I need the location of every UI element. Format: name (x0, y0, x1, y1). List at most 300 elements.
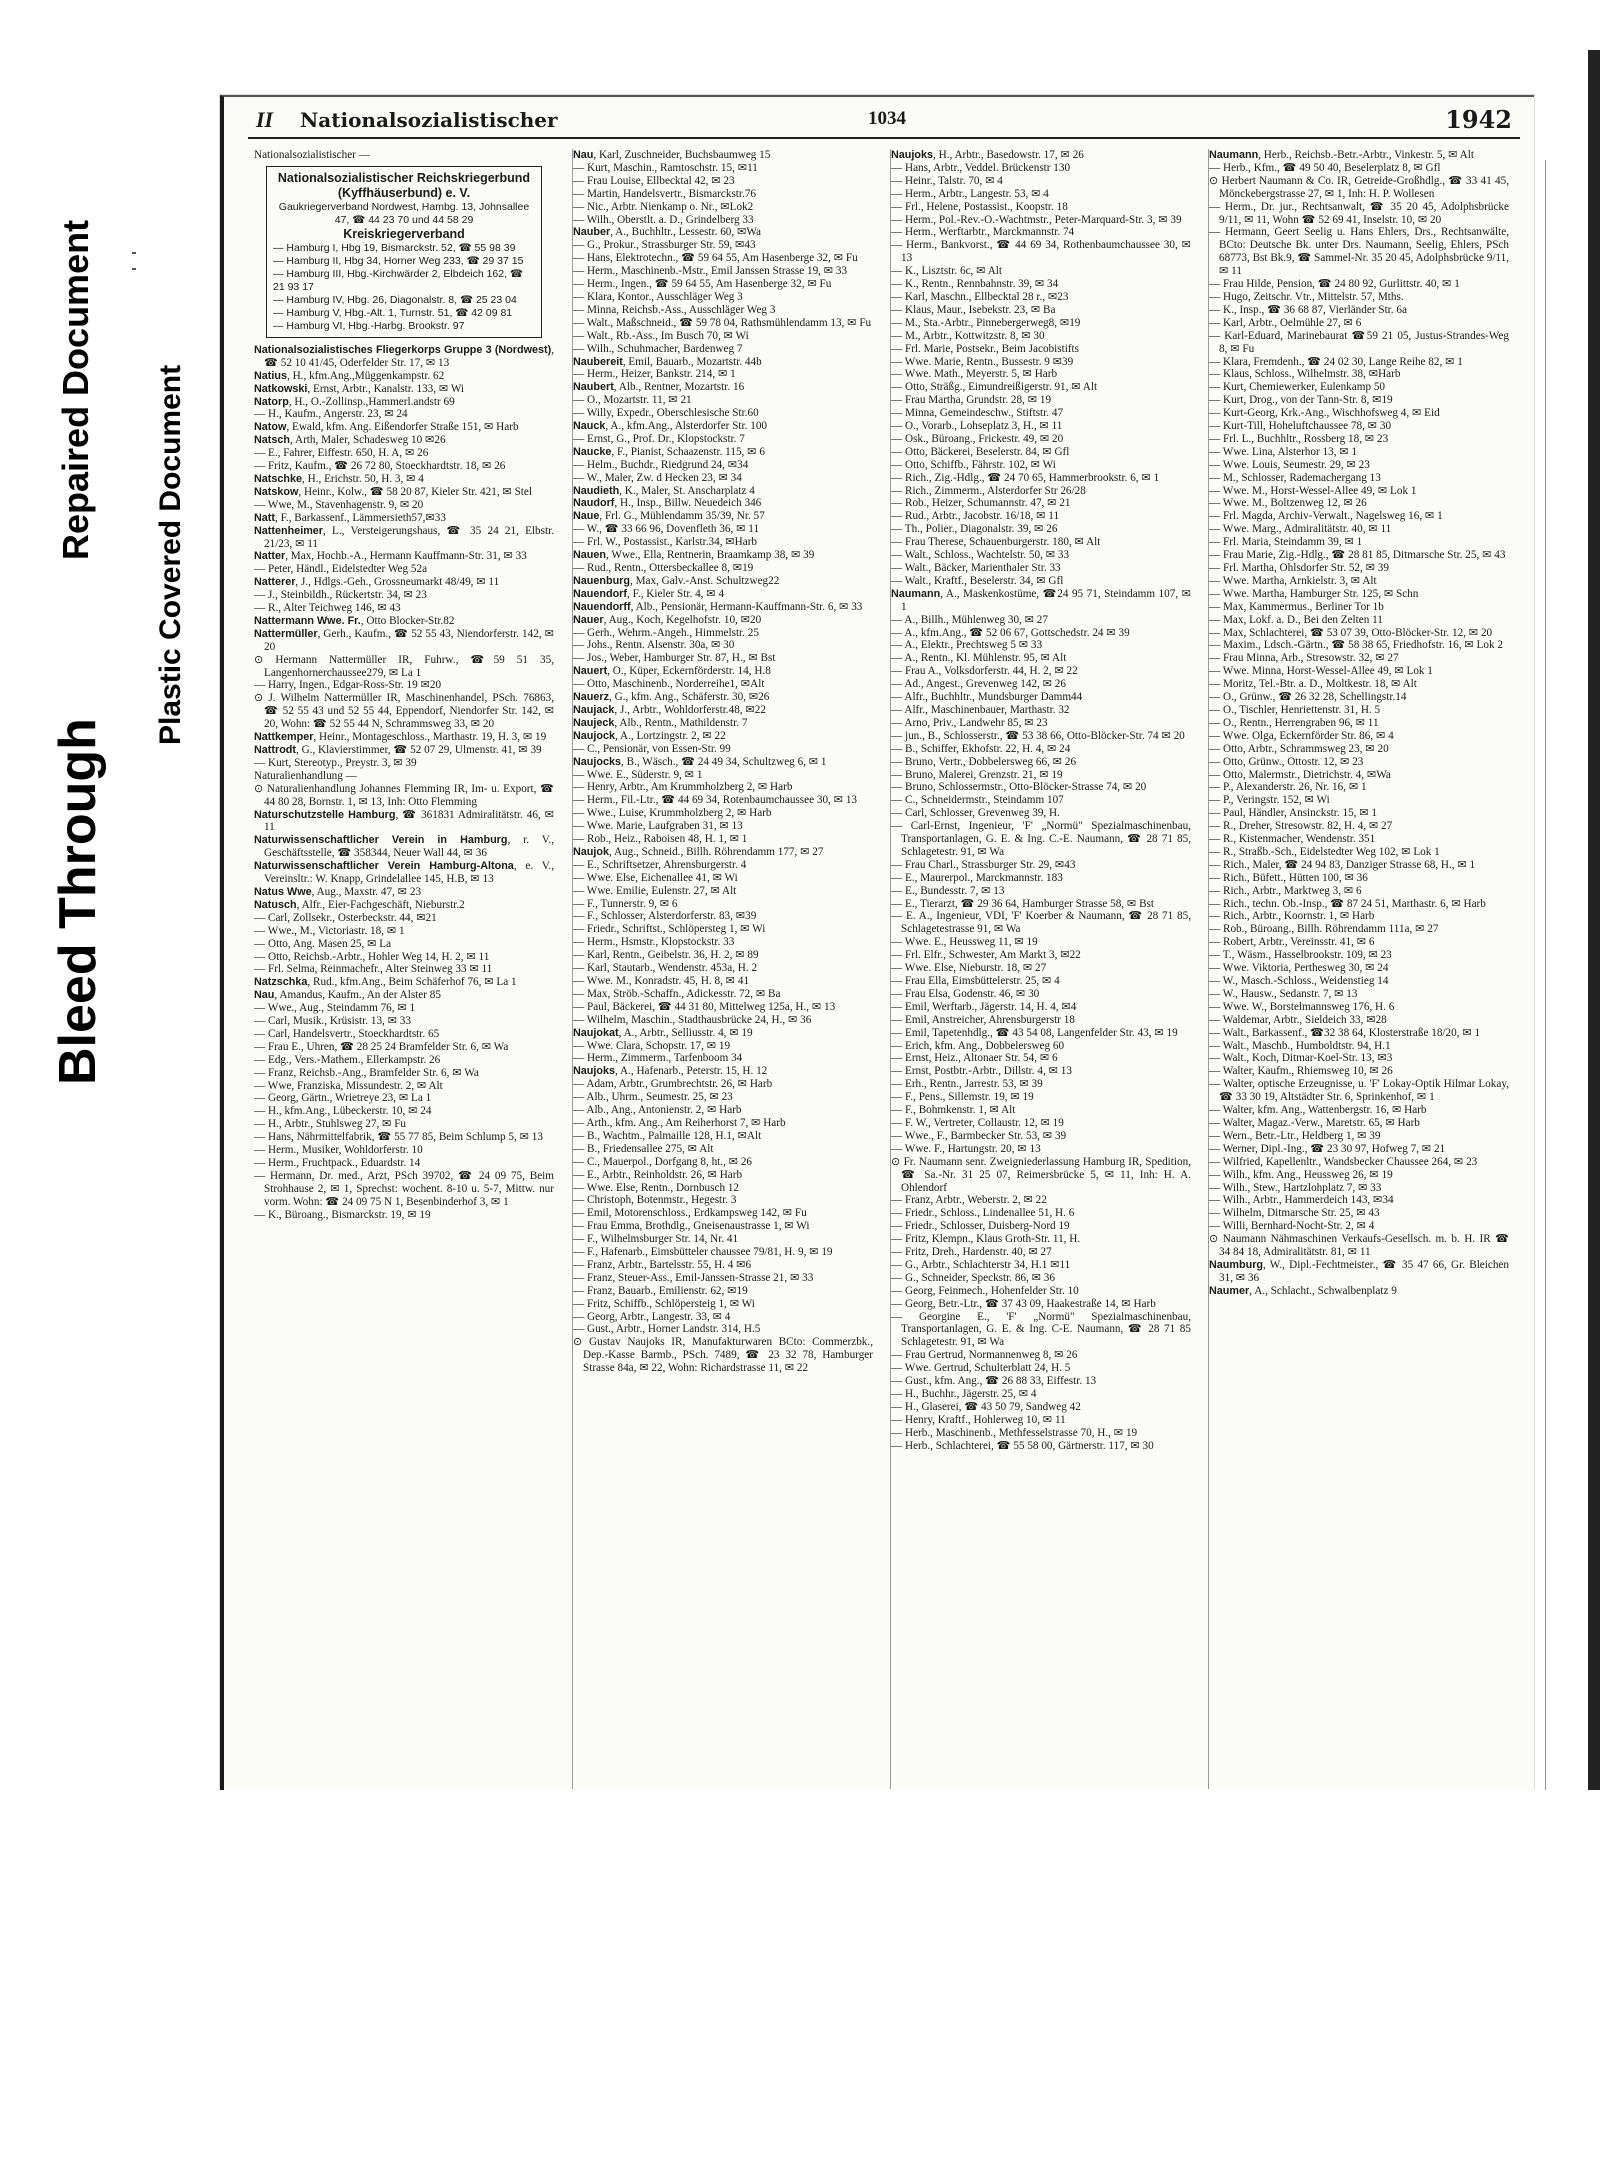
directory-entry: Naubereit, Emil, Bauarb., Mozartstr. 44b (573, 355, 762, 368)
directory-entry: — E., Arbtr., Reinholdstr. 26, ✉ Harb (573, 1168, 743, 1181)
directory-entry: — Wwe. Lina, Alsterhor 13, ✉ 1 (1209, 445, 1358, 458)
plastic-covered-label: Plastic Covered Document (154, 364, 187, 745)
directory-entry: — Emil, Tapetenhdlg., ☎ 43 54 08, Langenfelder Str. 43, ✉ 19 (891, 1026, 1178, 1039)
directory-entry: — Bruno, Vertr., Dobbelersweg 66, ✉ 26 (891, 755, 1077, 768)
directory-entry: — O., Vorarb., Lohseplatz 3, H., ✉ 11 (891, 420, 1063, 433)
directory-entry: — Wwe. Math., Meyerstr. 5, ✉ Harb (891, 368, 1058, 381)
directory-entry: — Rud., Rentn., Ottersbeckallee 8, ✉19 (573, 562, 754, 574)
directory-entry: Natow, Ewald, kfm. Ang. Eißendorfer Straße 151, ✉ Harb (254, 421, 519, 434)
directory-entry: — Wilh., Schuhmacher, Bardenweg 7 (573, 342, 743, 355)
directory-entry: — Waldemar, Arbtr., Sieldeich 33, ✉28 (1209, 1013, 1387, 1026)
directory-entry: — Wwe. Gertrud, Schulterblatt 24, H. 5 (891, 1362, 1071, 1375)
box-subtitle: Gaukriegerverband Nordwest, Hambg. 13, Johnsallee 47, ☎ 44 23 70 und 44 58 29 (278, 200, 530, 226)
directory-entry: — Wwe., Luise, Krummholzberg 2, ✉ Harb (573, 807, 772, 820)
directory-entry: Natusch, Alfr., Eier-Fachgeschäft, Nieburstr.2 (254, 898, 465, 911)
page-header (248, 105, 1520, 139)
directory-entry: — Frau Louise, Ellbecktal 42, ✉ 23 (573, 174, 735, 187)
directory-entry: — Wwe. M., Boltzenweg 12, ✉ 26 (1209, 497, 1367, 510)
directory-entry: Naujoks, H., Arbtr., Basedowstr. 17, ✉ 26 (891, 149, 1084, 161)
directory-entry: — H., kfm.Ang., Lübeckerstr. 10, ✉ 24 (254, 1105, 432, 1118)
entry-list (1209, 149, 1509, 1298)
directory-entry: — M., Schlosser, Rademachergang 13 (1209, 471, 1381, 484)
directory-entry: — O., Grünw., ☎ 26 32 28, Schellingstr.14 (1209, 691, 1407, 704)
directory-entry: — Paul, Händler, Ansinckstr. 15, ✉ 1 (1209, 807, 1378, 820)
directory-entry: — Hans, Arbtr., Veddel. Brückenstr 130 (891, 161, 1071, 174)
directory-entry: — Wwe. Martha, Hamburger Str. 125, ✉ Schn (1209, 587, 1419, 600)
directory-entry: — Wwe. E., Heussweg 11, ✉ 19 (891, 936, 1038, 949)
directory-entry: — Werner, Dipl.-Ing., ☎ 23 30 97, Hofweg 7, ✉ 21 (1209, 1142, 1446, 1155)
directory-entry: — O., Tischler, Henriettenstr. 31, H. 5 (1209, 703, 1381, 716)
directory-entry: — Otto, Bäckerei, Beselerstr. 84, ✉ Gfl (891, 445, 1070, 458)
directory-entry: — Hermann, Geert Seelig u. Hans Ehlers, Drs., Rechtsanwälte, BCto: Deutsche Bk. unter Drs. Naumann, Seelig, Ehlers, PSch 68773, Bst Bk.9, ☎ Sammel-Nr. 35 20 45, Adolphsbrücke 9/11, ✉ 11 (1209, 226, 1509, 278)
directory-entry: — Rich., Zimmerm., Alsterdorfer Str 26/28 (891, 484, 1086, 497)
directory-entry: Naujok, Aug., Schneid., Billh. Röhrendamm 177, ✉ 27 (573, 845, 824, 858)
directory-entry: — Wwe. Emilie, Eulenstr. 27, ✉ Alt (573, 884, 737, 897)
directory-entry: — Wwe. Martha, Arnkielstr. 3, ✉ Alt (1209, 574, 1377, 587)
directory-entry: — Willy, Expedr., Oberschlesische Str.60 (573, 407, 759, 420)
box-line: — Hamburg IV, Hbg. 26, Diagonalstr. 8, ☎ 25 23 04 (273, 293, 517, 306)
directory-entry: Naujack, J., Arbtr., Wohldorferstr.48, ✉22 (573, 703, 766, 716)
directory-entry: Naue, Frl. G., Mühlendamm 35/39, Nr. 57 (573, 510, 765, 523)
directory-entry: — Max, Kammermus., Berliner Tor 1b (1209, 600, 1384, 613)
directory-entry: — Rich., Büfett., Hütten 100, ✉ 36 (1209, 871, 1368, 884)
directory-entry: — Wwe., F., Barmbecker Str. 53, ✉ 39 (891, 1129, 1067, 1142)
directory-entry: — K., Rentn., Rennbahnstr. 39, ✉ 34 (891, 278, 1059, 291)
directory-entry: — Friedr., Schriftst., Schlöpersteg 1, ✉ Wi (573, 923, 766, 936)
directory-entry: — Frl. W., Postassist., Karlstr.34, ✉Harb (573, 536, 758, 549)
directory-entry: — Otto, Schiffb., Fährstr. 102, ✉ Wi (891, 458, 1056, 471)
directory-entry: — Karl, Maschn., Ellbecktal 28 r., ✉23 (891, 290, 1069, 303)
directory-entry: — G., Arbtr., Schlachterstr 34, H.1 ✉11 (891, 1258, 1071, 1271)
directory-entry: — Georg, Gärtn., Wrietreye 23, ✉ La 1 (254, 1092, 432, 1105)
box-line: — Hamburg III, Hbg.-Kirchwärder 2, Elbdeich 162, ☎ 21 93 17 (273, 267, 524, 293)
directory-entry: — H., Glaserei, ☎ 43 50 79, Sandweg 42 (891, 1400, 1081, 1413)
directory-entry: Natus Wwe, Aug., Maxstr. 47, ✉ 23 (254, 885, 422, 898)
directory-entry: — Adam, Arbtr., Grumbrechtstr. 26, ✉ Harb (573, 1078, 773, 1091)
directory-entry: Nauendorf, F., Kieler Str. 4, ✉ 4 (573, 587, 725, 600)
directory-entry: — R., Straßb.-Sch., Eidelstedter Weg 102, ✉ Lok 1 (1209, 845, 1440, 858)
directory-entry: — Otto, Grünw., Ottostr. 12, ✉ 23 (1209, 755, 1364, 768)
directory-entry: Natorp, H., O.-Zollinsp.,Hammerl.andstr 69 (254, 395, 455, 408)
directory-entry: Naturschutzstelle Hamburg, ☎ 361831 Admiralitätstr. 46, ✉ 11 (254, 808, 554, 834)
directory-entry: — Herm., Ingen., ☎ 59 64 55, Am Hasenberge 32, ✉ Fu (573, 278, 832, 291)
directory-entry: Nattermüller, Gerh., Kaufm., ☎ 52 55 43, Niendorferstr. 142, ✉ 20 (254, 627, 554, 653)
directory-entry: — Moritz, Tel.-Btr. a. D., Moltkestr. 18, ✉ Alt (1209, 678, 1417, 691)
directory-entry: — Gust., Arbtr., Horner Landstr. 314, H.5 (573, 1323, 761, 1336)
directory-entry: — Kurt-Till, Hoheluftchaussee 78, ✉ 30 (1209, 420, 1392, 433)
directory-entry: — Frl., Helene, Postassist., Koopstr. 18 (891, 200, 1068, 213)
directory-entry: — Carl-Ernst, Ingenieur, 'F' „Normü" Spezialmaschinenbau, Transportanlagen, G. E. & Ing. C.-E. Naumann, ☎ 28 71 85, Schlagetestr. 91, ✉ Wa (891, 820, 1191, 858)
directory-entry: — Ernst, Postbtr.-Arbtr., Dillstr. 4, ✉ 13 (891, 1065, 1072, 1078)
directory-entry: — H., Buchhr., Jägerstr. 25, ✉ 4 (891, 1388, 1037, 1400)
directory-entry: — A., Rentn., Kl. Mühlenstr. 95, ✉ Alt (891, 652, 1067, 665)
directory-entry: — G., Schneider, Speckstr. 86, ✉ 36 (891, 1271, 1055, 1284)
directory-entry: — G., Prokur., Strassburger Str. 59, ✉43 (573, 239, 756, 252)
directory-entry: — J., Steinbildh., Rückertstr. 34, ✉ 23 (254, 589, 427, 602)
directory-entry: — Kurt, Maschin., Ramtoschstr. 15, ✉11 (573, 161, 758, 174)
directory-entry: — Frau Gertrud, Normannenweg 8, ✉ 26 (891, 1349, 1078, 1362)
directory-entry: — Wilhelm, Ditmarsche Str. 25, ✉ 43 (1209, 1207, 1380, 1220)
directory-entry: Naujock, A., Lortzingstr. 2, ✉ 22 (573, 729, 726, 742)
directory-entry: — Hans, Nährmittelfabrik, ☎ 55 77 85, Beim Schlump 5, ✉ 13 (254, 1131, 543, 1144)
directory-entry: Natius, H., kfm.Ang.,Müggenkampstr. 62 (254, 369, 445, 382)
directory-entry: Nattkemper, Heinr., Montageschloss., Marthastr. 19, H. 3, ✉ 19 (254, 731, 547, 744)
directory-entry: — M., Arbtr., Kottwitzstr. 8, ✉ 30 (891, 329, 1045, 342)
directory-entry: — Frl. Elfr., Schwester, Am Markt 3, ✉22 (891, 949, 1081, 962)
directory-entry: Natter, Max, Hochb.-A., Hermann Kauffmann-Str. 31, ✉ 33 (254, 550, 527, 563)
directory-entry: — Bruno, Malerei, Grenzstr. 21, ✉ 19 (891, 768, 1063, 781)
directory-entry: — jun., B., Schlosserstr., ☎ 53 38 66, Otto-Blöcker-Str. 74 ✉ 20 (891, 729, 1185, 742)
directory-entry: Nattrodt, G., Klavierstimmer, ☎ 52 07 29, Ulmenstr. 41, ✉ 39 (254, 744, 542, 756)
directory-entry: — O., Rentn., Herrengraben 96, ✉ 11 (1209, 716, 1379, 729)
directory-entry: — Herb., Kfm., ☎ 49 50 40, Beselerplatz 8, ✉ Gfl (1209, 161, 1441, 174)
directory-entry: — Wilfried, Kapellenltr., Wandsbecker Chaussee 264, ✉ 23 (1209, 1155, 1478, 1168)
directory-entry: — Herm., Werftarbtr., Marckmannstr. 74 (891, 226, 1075, 239)
directory-entry: Natsch, Arth, Maler, Schadesweg 10 ✉26 (254, 434, 446, 447)
directory-entry: — Alfr., Maschinenbauer, Marthastr. 32 (891, 703, 1070, 716)
directory-entry: — Franz, Arbtr., Weberstr. 2, ✉ 22 (891, 1194, 1047, 1207)
directory-entry: — Paul, Bäckerei, ☎ 44 31 80, Mittelweg 125a, H., ✉ 13 (573, 1000, 836, 1013)
directory-entry: — Martin, Handelsvertr., Bismarckstr.76 (573, 187, 757, 200)
directory-entry: — Max, Schlachterei, ☎ 53 07 39, Otto-Blöcker-Str. 12, ✉ 20 (1209, 626, 1493, 639)
directory-entry: Nau, Karl, Zuschneider, Buchsbaumweg 15 (573, 149, 771, 161)
directory-entry: — Wilh., Arbtr., Hammerdeich 143, ✉34 (1209, 1194, 1394, 1207)
directory-entry: — Frau Ella, Eimsbüttelerstr. 25, ✉ 4 (891, 975, 1060, 987)
directory-entry: — Walter, kfm. Ang., Wattenbergstr. 16, ✉ Harb (1209, 1104, 1427, 1117)
directory-entry: — Friedr., Schlosser, Duisberg-Nord 19 (891, 1220, 1070, 1233)
directory-entry: — Harry, Ingen., Edgar-Ross-Str. 19 ✉20 (254, 679, 442, 692)
directory-entry: — B., Friedensallee 275, ✉ Alt (573, 1142, 714, 1155)
directory-entry: — Frl. Martha, Ohlsdorfer Str. 52, ✉ 39 (1209, 562, 1389, 574)
directory-entry: — Wwe. Else, Eichenallee 41, ✉ Wi (573, 871, 738, 884)
repaired-document-label: Repaired Document (55, 219, 96, 560)
directory-entry: — R., Dreher, Stresowstr. 82, H. 4, ✉ 27 (1209, 820, 1393, 833)
directory-entry: Nauer, Aug., Koch, Kegelhofstr. 10, ✉20 (573, 613, 762, 626)
directory-entry: — O., Mozartstr. 11, ✉ 21 (573, 394, 692, 407)
directory-entry: — Frl. Magda, Archiv-Verwalt., Nagelsweg 16, ✉ 1 (1209, 510, 1443, 523)
directory-entry: — Franz, Reichsb.-Ang., Bramfelder Str. 6, ✉ Wa (254, 1066, 479, 1079)
directory-entry: — A., Elektr., Prechtsweg 5 ✉ 33 (891, 639, 1043, 652)
directory-entry: — Herm., Fil.-Ltr., ☎ 44 69 34, Rotenbaumchaussee 30, ✉ 13 (573, 794, 858, 807)
directory-entry: Naujeck, Alb., Rentn., Mathildenstr. 7 (573, 716, 748, 729)
directory-entry: — Walter, optische Erzeugnisse, u. 'F' Lokay-Optik Hilmar Lokay, ☎ 33 30 19, Altstädter Str. 6, Sprinkenhof, ✉ 1 (1209, 1078, 1509, 1104)
margin-mark (132, 252, 136, 254)
directory-entry: — Maxim., Ldsch.-Gärtn., ☎ 58 38 65, Friedhofstr. 16, ✉ Lok 2 (1209, 639, 1503, 652)
directory-entry: — Wwe. Minna, Horst-Wessel-Allee 49, ✉ Lok 1 (1209, 665, 1433, 678)
reichskriegerbund-box (266, 166, 542, 338)
directory-entry: — Walt., Kraftf., Beselerstr. 34, ✉ Gfl (891, 574, 1064, 587)
adjacent-page-edge (1545, 160, 1586, 1790)
directory-entry: — Georgine E., 'F' „Normü" Spezialmaschinenbau, Transportanlagen, G. E. & Ing. C-E. Naumann, ☎ 28 71 85 Schlagetestr. 91, ✉ Wa (891, 1310, 1191, 1349)
directory-entry: — Walt., Koch, Ditmar-Koel-Str. 13, ✉3 (1209, 1052, 1393, 1065)
directory-entry: — Otto, Arbtr., Schrammsweg 23, ✉ 20 (1209, 742, 1389, 755)
directory-entry: — Walt., Bäcker, Marienthaler Str. 33 (891, 562, 1061, 574)
column-2 (572, 149, 873, 1789)
directory-entry: — Fritz, Kaufm., ☎ 26 72 80, Stoeckhardtstr. 18, ✉ 26 (254, 460, 506, 473)
directory-entry: — Wwe., Aug., Steindamm 76, ✉ 1 (254, 1002, 416, 1015)
directory-entry: — Wwe, Franziska, Missundestr. 2, ✉ Alt (254, 1079, 443, 1092)
directory-entry: — Christoph, Botenmstr., Hegestr. 3 (573, 1194, 737, 1207)
directory-entry: — Klaus, Schloss., Wilhelmstr. 38, ✉Harb (1209, 368, 1401, 381)
directory-entry: — Wilhelm, Maschin., Stadthausbrücke 24, H., ✉ 36 (573, 1013, 812, 1026)
directory-entry: — Otto, Ang. Masen 25, ✉ La (254, 937, 392, 950)
directory-entry: Naumann, Herb., Reichsb.-Betr.-Arbtr., Vinkestr. 5, ✉ Alt (1209, 149, 1474, 161)
directory-entry: — Herm., Musiker, Wohldorferstr. 10 (254, 1144, 423, 1157)
directory-entry: — Alfr., Buchhltr., Mundsburger Damm44 (891, 691, 1083, 704)
directory-entry: — Rich., techn. Ob.-Insp., ☎ 87 24 51, Marthastr. 6, ✉ Harb (1209, 897, 1486, 910)
directory-entry: — R., Alter Teichweg 146, ✉ 43 (254, 602, 401, 615)
directory-entry: Naudorf, H., Insp., Billw. Neuedeich 346 (573, 497, 762, 510)
directory-entry: Nauenburg, Max, Galv.-Anst. Schultzweg22 (573, 574, 780, 587)
directory-entry: — Georg, Betr.-Ltr., ☎ 37 43 09, Haakestraße 14, ✉ Harb (891, 1297, 1156, 1310)
directory-entry: — C., Schneidermstr., Steindamm 107 (891, 794, 1064, 807)
directory-entry: — Otto, Sträßg., Eimundreißigerstr. 91, ✉ Alt (891, 381, 1098, 394)
column-3 (890, 149, 1191, 1789)
directory-entry: — Frau Minna, Arb., Stresowstr. 32, ✉ 27 (1209, 652, 1399, 665)
bleed-through-label: Bleed Through (49, 718, 107, 1085)
directory-entry: — W., Maler, Zw. d Hecken 23, ✉ 34 (573, 471, 742, 484)
directory-entry: Natterer, J., Hdlgs.-Geh., Grossneumarkt 48/49, ✉ 11 (254, 576, 500, 589)
directory-entry: — Herm., Fruchtpack., Eduardstr. 14 (254, 1157, 421, 1169)
directory-entry: Naucke, F., Pianist, Schaazenstr. 115, ✉ 6 (573, 445, 765, 458)
column-1 (254, 149, 554, 1789)
directory-entry: — Walt., Schloss., Wachtelstr. 50, ✉ 33 (891, 549, 1070, 562)
directory-entry: — M., Sta.-Arbtr., Pinnebergerweg8, ✉19 (891, 316, 1081, 329)
directory-entry: — Erich, kfm. Ang., Dobbelersweg 60 (891, 1039, 1065, 1052)
directory-entry: — Wwe. Viktoria, Perthesweg 30, ✉ 24 (1209, 962, 1389, 975)
directory-entry: — Frau A., Volksdorferstr. 44, H. 2, ✉ 22 (891, 665, 1078, 678)
directory-entry: — Wern., Betr.-Ltr., Heldberg 1, ✉ 39 (1209, 1129, 1381, 1142)
directory-entry: — F., Schlosser, Alsterdorferstr. 83, ✉39 (573, 910, 757, 923)
directory-entry: — Walt., Maschb., Humboldtstr. 94, H.1 (1209, 1039, 1391, 1052)
directory-entry: — Rud., Arbtr., Jacobstr. 16/18, ✉ 11 (891, 510, 1060, 523)
directory-entry: — K., Insp., ☎ 36 68 87, Vierländer Str. 6a (1209, 303, 1407, 316)
directory-entry: — Kurt, Stereotyp., Preystr. 3, ✉ 39 (254, 756, 417, 769)
directory-entry: Natkowski, Ernst, Arbtr., Kanalstr. 133, ✉ Wi (254, 382, 465, 395)
directory-entry: Naturwissenschaftlicher Verein Hamburg-Altona, e. V., Vereinsltr.: W. Knapp, Grindelallee 145, H.B, ✉ 13 (254, 860, 554, 886)
column-heading: Nationalsozialistischer — (254, 149, 370, 161)
directory-entry: — A., kfm.Ang., ☎ 52 06 67, Gottschedstr. 24 ✉ 39 (891, 626, 1130, 639)
directory-entry: — Herm., Zimmerm., Tarfenboom 34 (573, 1052, 743, 1065)
directory-entry: — Friedr., Schloss., Lindenallee 51, H. 6 (891, 1207, 1075, 1220)
directory-entry: — Ernst, G., Prof. Dr., Klopstockstr. 7 (573, 432, 745, 445)
directory-entry: — Wwe. Louis, Seumestr. 29, ✉ 23 (1209, 458, 1370, 471)
directory-entry: — Nic., Arbtr. Nienkamp o. Nr., ✉Lok2 (573, 200, 754, 213)
directory-entry: — Frau Elsa, Godenstr. 46, ✉ 30 (891, 987, 1040, 1000)
entry-list (254, 344, 554, 1222)
directory-entry: Naturwissenschaftlicher Verein in Hamburg, r. V., Geschäftsstelle, ☎ 358344, Neuer Wall 44, ✉ 36 (254, 834, 554, 860)
directory-entry: Natzschka, Rud., kfm.Ang., Beim Schäferhof 76, ✉ La 1 (254, 976, 517, 989)
directory-entry: — P., Veringstr. 152, ✉ Wi (1209, 794, 1330, 807)
directory-entry: — F., Hafenarb., Eimsbütteler chaussee 79/81, H. 9, ✉ 19 (573, 1246, 833, 1259)
directory-entry: — Herb., Maschinenb., Methfesselstrasse 70, H., ✉ 19 (891, 1426, 1138, 1439)
directory-entry: — Fritz, Klempn., Klaus Groth-Str. 11, H. (891, 1233, 1081, 1246)
directory-entry: — Kurt, Drog., von der Tann-Str. 8, ✉19 (1209, 394, 1393, 407)
directory-entry: — Arth., kfm. Ang., Am Reiherhorst 7, ✉ Harb (573, 1116, 786, 1129)
directory-entry: — Rich., Arbtr., Marktweg 3, ✉ 6 (1209, 884, 1362, 897)
directory-entry: — Frau Emma, Brothdlg., Gneisenaustrasse 1, ✉ Wi (573, 1220, 810, 1233)
directory-entry: — Helm., Buchdr., Riedgrund 24, ✉34 (573, 458, 749, 471)
directory-entry: — Edg., Vers.-Mathem., Ellerkampstr. 26 (254, 1053, 441, 1066)
directory-entry: — Peter, Händl., Eidelstedter Weg 52a (254, 563, 428, 576)
page-number: 1034 (868, 108, 906, 129)
directory-entry: — Frau E., Uhren, ☎ 28 25 24 Bramfelder Str. 6, ✉ Wa (254, 1040, 509, 1053)
directory-entry: — Hans, Elektrotechn., ☎ 59 64 55, Am Hasenberge 32, ✉ Fu (573, 252, 858, 265)
directory-entry: — Frau Therese, Schauenburgerstr. 180, ✉ Alt (891, 536, 1101, 549)
directory-entry: Naujokat, A., Arbtr., Selliusstr. 4, ✉ 19 (573, 1026, 753, 1039)
column-area (254, 149, 1516, 1789)
directory-entry: — Frau Hilde, Pension, ☎ 24 80 92, Gurlittstr. 40, ✉ 1 (1209, 278, 1460, 291)
directory-entry: — Karl, Arbtr., Oelmühle 27, ✉ 6 (1209, 316, 1362, 329)
directory-entry: — Wwe. E., Süderstr. 9, ✉ 1 (573, 768, 703, 781)
directory-entry: — Karl-Eduard, Marinebaurat ☎59 21 05, Justus-Strandes-Weg 8, ✉ Fu (1209, 329, 1509, 355)
box-line: — Hamburg II, Hbg 34, Horner Weg 233, ☎ 29 37 15 (273, 254, 524, 267)
directory-entry: Nauber, A., Buchhltr., Lessestr. 60, ✉Wa (573, 226, 761, 239)
directory-entry: — Max, Lokf. a. D., Bei den Zelten 11 (1209, 613, 1383, 626)
box-subheading: Kreiskriegerverband (343, 226, 465, 241)
directory-entry: — Wwe. Clara, Schopstr. 17, ✉ 19 (573, 1039, 731, 1052)
directory-entry: — Minna, Reichsb.-Ass., Ausschläger Weg 3 (573, 303, 776, 316)
directory-entry: — Alb., Ang., Antonienstr. 2, ✉ Harb (573, 1104, 742, 1117)
directory-entry: — W., Masch.-Schloss., Weidenstieg 14 (1209, 975, 1389, 987)
column-4 (1208, 149, 1509, 1789)
directory-entry: Natschke, H., Erichstr. 50, H. 3, ✉ 4 (254, 472, 424, 485)
directory-entry: — W., ☎ 33 66 96, Dovenfleth 36, ✉ 11 (573, 523, 760, 536)
box-line: — Hamburg I, Hbg 19, Bismarckstr. 52, ☎ 55 98 39 (273, 241, 516, 254)
directory-entry: — Henry, Arbtr., Am Krummholzberg 2, ✉ Harb (573, 781, 793, 794)
directory-entry: — Walt., Maßschneid., ☎ 59 78 04, Rathsmühlendamm 13, ✉ Fu (573, 316, 872, 329)
directory-entry: — Franz, Arbtr., Bartelsstr. 55, H. 4 ✉6 (573, 1258, 752, 1271)
directory-entry: — Herm., Dr. jur., Rechtsanwalt, ☎ 35 20 45, Adolphsbrücke 9/11, ✉ 11, Wohn ☎ 52 69 41, Inselstr. 10, ✉ 20 (1209, 200, 1509, 226)
bottom-margin (0, 1790, 1600, 2177)
directory-entry: — H., Arbtr., Stuhlsweg 27, ✉ Fu (254, 1118, 407, 1131)
directory-entry: — E., Fahrer, Eiffestr. 650, H. A, ✉ 26 (254, 447, 429, 460)
directory-entry: — P., Alexanderstr. 26, Nr. 16, ✉ 1 (1209, 781, 1367, 794)
directory-entry: — Georg, Feinmech., Hohenfelder Str. 10 (891, 1284, 1079, 1297)
directory-entry: — Ernst, Heiz., Altonaer Str. 54, ✉ 6 (891, 1052, 1058, 1065)
directory-entry: — Frl. Marie, Postsekr., Beim Jacobistifts (891, 342, 1080, 355)
box-line: — Hamburg VI, Hbg.-Harbg. Brookstr. 97 (273, 319, 465, 332)
directory-entry: — H., Kaufm., Angerstr. 23, ✉ 24 (254, 408, 408, 421)
directory-entry: — E., Tierarzt, ☎ 29 36 64, Hamburger Strasse 58, ✉ Bst (891, 897, 1154, 910)
directory-entry: Nattenheimer, L., Versteigerungshaus, ☎ 35 24 21, Elbstr. 21/23, ✉ 11 (254, 524, 554, 550)
directory-entry: — Wwe, M., Stavenhagenstr. 9, ✉ 20 (254, 498, 424, 511)
running-title: Nationalsozialistischer (300, 108, 558, 132)
directory-entry: — Fritz, Schiffb., Schlöpersteig 1, ✉ Wi (573, 1297, 755, 1310)
edition-year: 1942 (1445, 105, 1512, 134)
directory-entry: — Willi, Bernhard-Nocht-Str. 2, ✉ 4 (1209, 1220, 1375, 1233)
directory-entry: — Wwe. Marg., Admiralitätstr. 40, ✉ 11 (1209, 523, 1392, 536)
directory-entry: — K., Büroang., Bismarckstr. 19, ✉ 19 (254, 1208, 431, 1221)
directory-entry: Nauck, A., kfm.Ang., Alsterdorfer Str. 100 (573, 420, 768, 433)
directory-entry: — Johs., Rentn. Alsenstr. 30a, ✉ 30 (573, 639, 735, 652)
directory-entry: Nattermann Wwe. Fr., Otto Blocker-Str.82 (254, 614, 455, 627)
directory-entry: — Wwe. Marie, Laufgraben 31, ✉ 13 (573, 820, 743, 833)
directory-entry: — Kurt-Georg, Krk.-Ang., Wischhofsweg 4, ✉ Eid (1209, 407, 1440, 420)
directory-entry: — Wilh., Oberstlt. a. D., Grindelberg 33 (573, 213, 754, 226)
binding-edge (1588, 50, 1600, 1790)
margin-mark (132, 268, 136, 270)
directory-entry: — Wwe. M., Horst-Wessel-Allee 49, ✉ Lok 1 (1209, 484, 1417, 497)
directory-entry: — Bruno, Schlossermstr., Otto-Blöcker-Strasse 74, ✉ 20 (891, 781, 1147, 794)
directory-entry: — Klaus, Maur., Isebekstr. 23, ✉ Ba (891, 303, 1056, 316)
directory-entry: — Max, Ströb.-Schaffn., Adickesstr. 72, ✉ Ba (573, 987, 781, 1000)
directory-entry: — Frl. Maria, Steindamm 39, ✉ 1 (1209, 536, 1363, 549)
directory-entry: — Wwe. Else, Nieburstr. 18, ✉ 27 (891, 962, 1047, 975)
directory-entry: Natskow, Heinr., Kolw., ☎ 58 20 87, Kieler Str. 421, ✉ Stel (254, 485, 532, 498)
directory-entry: — Rob., Heizer, Schumannstr. 47, ✉ 21 (891, 497, 1071, 510)
directory-entry: — Osk., Büroang., Frickestr. 49, ✉ 20 (891, 432, 1064, 445)
directory-entry: — K., Lisztstr. 6c, ✉ Alt (891, 265, 1002, 278)
directory-entry: — Frau Marie, Zig.-Hdlg., ☎ 28 81 85, Ditmarsche Str. 25, ✉ 43 (1209, 549, 1506, 562)
directory-entry: — B., Schiffer, Ekhofstr. 22, H. 4, ✉ 24 (891, 742, 1071, 755)
directory-entry: — Rob., Heiz., Raboisen 48, H. 1, ✉ 1 (573, 833, 748, 846)
directory-entry: — Minna, Gemeindeschw., Stiftstr. 47 (891, 407, 1064, 420)
directory-entry: — F., Bohmkenstr. 1, ✉ Alt (891, 1104, 1016, 1117)
directory-entry: — Franz, Steuer-Ass., Emil-Janssen-Strasse 21, ✉ 33 (573, 1271, 814, 1284)
directory-entry: ⊙ Naturalienhandlung Johannes Flemming IR, Im- u. Export, ☎ 44 80 28, Bornstr. 1, ✉ 13, Inh: Otto Flemming (254, 782, 554, 808)
directory-entry: — Alb., Uhrm., Seumestr. 25, ✉ 23 (573, 1091, 733, 1104)
directory-entry: — Walter, Magaz.-Verw., Maretstr. 65, ✉ Harb (1209, 1116, 1420, 1129)
directory-entry: — Henry, Kraftf., Hohlerweg 10, ✉ 11 (891, 1413, 1066, 1426)
directory-entry: — T., Wäsm., Hasselbrookstr. 109, ✉ 23 (1209, 949, 1392, 962)
directory-entry: — Gust., kfm. Ang., ☎ 26 88 33, Eiffestr. 13 (891, 1375, 1097, 1388)
directory-entry: — R., Kistenmacher, Wendenstr. 351 (1209, 833, 1376, 846)
directory-entry: — Arno, Priv., Landwehr 85, ✉ 23 (891, 716, 1048, 729)
directory-entry: — Carl, Zollsekr., Osterbeckstr. 44, ✉21 (254, 911, 437, 924)
directory-entry: — Hugo, Zeitschr. Vtr., Mittelstr. 57, Mths. (1209, 290, 1404, 303)
directory-entry: Naumer, A., Schlacht., Schwalbenplatz 9 (1209, 1284, 1397, 1297)
directory-entry: Nauen, Wwe., Ella, Rentnerin, Braamkamp 38, ✉ 39 (573, 549, 815, 562)
directory-entry: — Gerh., Wehrm.-Angeh., Himmelstr. 25 (573, 626, 759, 639)
directory-entry: — Frl. L., Buchhltr., Rossberg 18, ✉ 23 (1209, 432, 1389, 445)
directory-entry: — Emil, Werftarb., Jägerstr. 14, H. 4, ✉4 (891, 1000, 1077, 1013)
directory-entry: Nau, Amandus, Kaufm., An der Alster 85 (254, 989, 441, 1002)
directory-entry: — Hermann, Dr. med., Arzt, PSch 39702, ☎ 24 09 75, Beim Strohhause 2, ✉ 1, Sprechst: wochent. 8-10 u. 5-7, Mittw. nur vorm. Wohn: ☎ 24 09 75 N 1, Besenbinderhof 3, ✉ 1 (254, 1169, 554, 1208)
directory-entry: — Carl, Musik., Krüsistr. 13, ✉ 33 (254, 1015, 411, 1028)
directory-entry: Nauendorff, Alb., Pensionär, Hermann-Kauffmann-Str. 6, ✉ 33 (573, 600, 863, 613)
directory-entry: — Otto, Maschinenb., Norderreihe1, ✉Alt (573, 678, 765, 691)
directory-entry: Naumann, A., Maskenkostüme, ☎24 95 71, Steindamm 107, ✉ 1 (891, 587, 1191, 613)
directory-entry: — F. W., Vertreter, Collaustr. 12, ✉ 19 (891, 1116, 1064, 1129)
section-numeral: II (256, 107, 274, 132)
directory-entry: — Wwe. Marie, Rentn., Bussestr. 9 ✉39 (891, 355, 1074, 368)
directory-entry: Naumburg, W., Dipl.-Fechtmeister., ☎ 35 47 66, Gr. Bleichen 31, ✉ 36 (1209, 1258, 1509, 1284)
top-margin (0, 0, 1600, 48)
directory-entry: — Klara, Kontor., Ausschläger Weg 3 (573, 290, 743, 303)
directory-entry: ⊙ Naumann Nähmaschinen Verkaufs-Gesellsch. m. b. H. IR ☎ 34 84 18, Admiralitätstr. 81, ✉ 11 (1209, 1233, 1509, 1259)
directory-entry: — Wilh., kfm. Ang., Heussweg 26, ✉ 19 (1209, 1168, 1393, 1181)
directory-entry: — E. A., Ingenieur, VDI, 'F' Koerber & Naumann, ☎ 28 71 85, Schlagetestrasse 91, ✉ Wa (891, 910, 1191, 936)
directory-entry: — Franz, Bauarb., Emilienstr. 62, ✉19 (573, 1284, 748, 1297)
directory-entry: — Jos., Weber, Hamburger Str. 87, H., ✉ Bst (573, 652, 776, 665)
directory-page (220, 95, 1534, 1817)
directory-entry: Natt, F., Barkassenf., Lämmersieth57,✉33 (254, 511, 446, 524)
directory-entry: — C., Pensionär, von Essen-Str. 99 (573, 742, 731, 755)
directory-entry: — Herm., Hsmstr., Klopstockstr. 33 (573, 936, 735, 949)
directory-entry: — Otto, Reichsb.-Arbtr., Hohler Weg 14, H. 2, ✉ 11 (254, 950, 490, 963)
directory-entry: — Robert, Arbtr., Vereinsstr. 41, ✉ 6 (1209, 936, 1375, 949)
directory-entry: — Walt., Barkassenf., ☎32 38 64, Klosterstraße 18/20, ✉ 1 (1209, 1026, 1481, 1039)
directory-entry: ⊙ Gustav Naujoks IR, Manufakturwaren BCto: Commerzbk., Dep.-Kasse Barmb., PSch. 7489, ☎ 23 32 78, Hamburger Strasse 84a, ✉ 22, Wohn: Richardstrasse 11, ✉ 22 (573, 1336, 873, 1375)
directory-entry: — Karl, Rentn., Geibelstr. 36, H. 2, ✉ 89 (573, 949, 759, 962)
entry-list (573, 149, 873, 1375)
directory-entry: Naturalienhandlung — (254, 769, 357, 782)
directory-entry: — Herm., Arbtr., Langestr. 53, ✉ 4 (891, 187, 1049, 200)
directory-entry: ⊙ Hermann Nattermüller IR, Fuhrw., ☎59 51 35, Langenhornerchaussee279, ✉ La 1 (254, 653, 554, 679)
directory-entry: — Herm., Maschinenb.-Mstr., Emil Janssen Strasse 19, ✉ 33 (573, 265, 848, 278)
directory-entry: — F., Tunnerstr. 9, ✉ 6 (573, 897, 678, 910)
